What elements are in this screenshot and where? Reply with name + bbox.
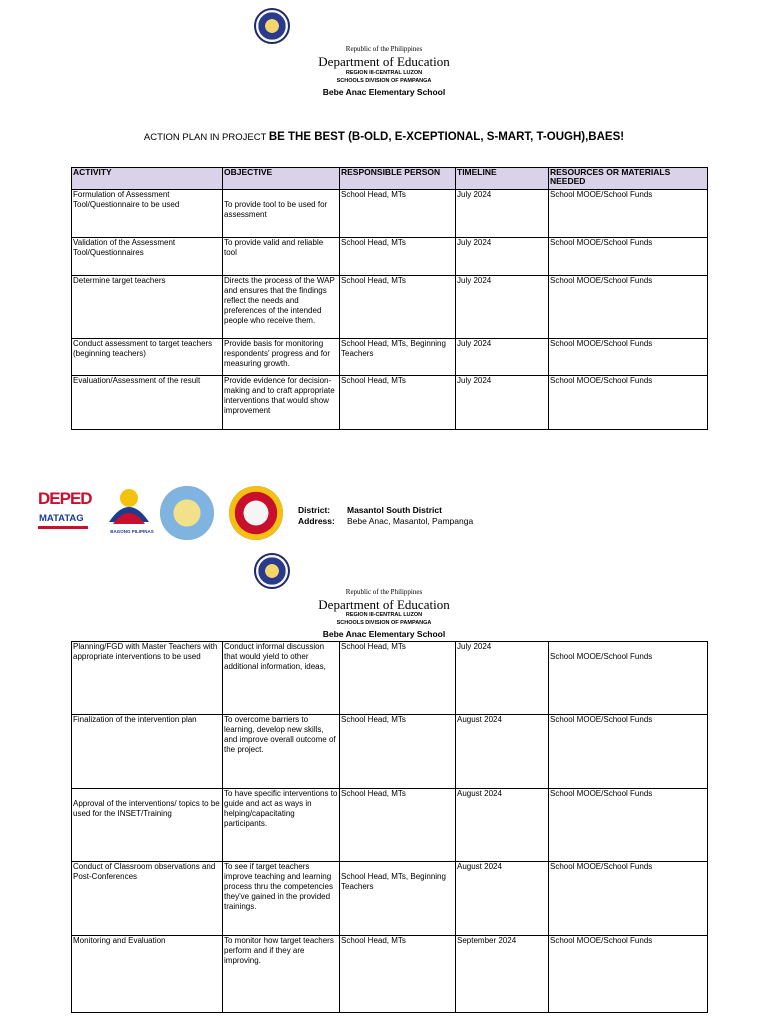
action-plan-table [71,167,708,430]
cell-objective: To see if target teachers improve teaching and learning process thru the competencies they've gained in the provided trainings. [223,862,340,936]
header-division: SCHOOLS DIVISION OF PAMPANGA [336,78,432,84]
cell-objective: To monitor how target teachers perform and if they are improving. [223,936,340,1013]
cell-person: School Head, MTs [340,238,456,276]
cell-activity: Monitoring and Evaluation [72,936,223,1013]
cell-activity: Conduct assessment to target teachers (beginning teachers) [72,339,223,376]
matatag-wordmark: MATATAG [39,513,84,524]
cell-objective: Conduct informal discussion that would yield to other additional information, ideas, [223,642,340,715]
division-seal-icon [160,486,214,540]
cell-timeline: July 2024 [456,339,549,376]
bagong-pilipinas-logo [104,484,154,540]
cell-timeline: August 2024 [456,862,549,936]
table-row [72,936,708,1013]
column-header-resources: RESOURCES OR MATERIALS NEEDED [549,168,708,190]
address-label: Address: [298,516,335,526]
action-plan-table-continued [71,641,708,1013]
cell-activity: Validation of the Assessment Tool/Questionnaires [72,238,223,276]
deped-underline [38,526,88,529]
deped-wordmark: DEPED [38,489,92,508]
table-row [72,789,708,862]
cell-objective: To provide valid and reliable tool [223,238,340,276]
plan-title [0,131,768,143]
cell-resources: School MOOE/School Funds [549,715,708,789]
cell-activity: Evaluation/Assessment of the result [72,376,223,430]
header-school: Bebe Anac Elementary School [322,629,446,639]
cell-resources: School MOOE/School Funds [549,936,708,1013]
cell-objective: Provide evidence for decision-making and to craft appropriate interventions that would show improvement [223,376,340,430]
cell-person: School Head, MTs, Beginning Teachers [340,862,456,936]
header-region: REGION III-CENTRAL LUZON [345,70,423,76]
table-row [72,376,708,430]
column-header-objective: OBJECTIVE [223,168,340,190]
plan-title-prefix: ACTION PLAN IN PROJECT [143,132,269,143]
cell-resources: School MOOE/School Funds [549,190,708,238]
deped-seal-icon [254,553,290,589]
cell-timeline: July 2024 [456,376,549,430]
cell-activity: Conduct of Classroom observations and Post-Conferences [72,862,223,936]
table-row [72,339,708,376]
table-row [72,190,708,238]
header-department: Department of Education [318,54,450,69]
column-header-responsible-person: RESPONSIBLE PERSON [340,168,456,190]
cell-timeline: August 2024 [456,789,549,862]
cell-timeline: September 2024 [456,936,549,1013]
cell-activity: Approval of the interventions/ topics to be used for the INSET/Training [72,789,223,862]
cell-person: School Head, MTs [340,642,456,715]
table-row [72,715,708,789]
cell-resources: School MOOE/School Funds [549,339,708,376]
cell-person: School Head, MTs [340,276,456,339]
cell-timeline: July 2024 [456,190,549,238]
cell-person: School Head, MTs [340,715,456,789]
cell-person: School Head, MTs, Beginning Teachers [340,339,456,376]
cell-person: School Head, MTs [340,789,456,862]
cell-timeline: July 2024 [456,276,549,339]
cell-resources: School MOOE/School Funds [549,238,708,276]
plan-title-project: BE THE BEST (B-OLD, E-XCEPTIONAL, S-MART, T-OUGH),BAES! [268,131,625,143]
column-header-timeline: TIMELINE [456,168,549,190]
school-seal-icon [229,486,283,540]
cell-objective: To overcome barriers to learning, develop new skills, and improve overall outcome of the project. [223,715,340,789]
cell-activity: Planning/FGD with Master Teachers with appropriate interventions to be used [72,642,223,715]
cell-resources: School MOOE/School Funds [549,862,708,936]
address-value: Bebe Anac, Masantol, Pampanga [347,516,474,526]
cell-resources: School MOOE/School Funds [549,642,708,715]
deped-matatag-logo [38,487,94,539]
cell-timeline: August 2024 [456,715,549,789]
cell-objective: To provide tool to be used for assessment [223,190,340,238]
header-school: Bebe Anac Elementary School [322,87,446,97]
cell-activity: Formulation of Assessment Tool/Questionnaire to be used [72,190,223,238]
deped-seal-icon [254,8,290,44]
cell-objective: To have specific interventions to guide and act as ways in helping/capacitating participants. [223,789,340,862]
cell-activity: Finalization of the intervention plan [72,715,223,789]
cell-person: School Head, MTs [340,936,456,1013]
table-header-row [72,168,708,190]
district-value: Masantol South District [347,505,442,515]
bagong-pilipinas-caption: BAGONG PILIPINAS [110,529,154,534]
table-row [72,642,708,715]
cell-objective: Directs the process of the WAP and ensures that the findings reflect the needs and preferences of the intended people who receive them. [223,276,340,339]
cell-resources: School MOOE/School Funds [549,376,708,430]
cell-person: School Head, MTs [340,376,456,430]
header-region: REGION III-CENTRAL LUZON [345,612,423,618]
district-label: District: [298,505,331,515]
cell-resources: School MOOE/School Funds [549,276,708,339]
table-row [72,862,708,936]
cell-activity: Determine target teachers [72,276,223,339]
table-row [72,238,708,276]
cell-objective: Provide basis for monitoring respondents' progress and for measuring growth. [223,339,340,376]
cell-person: School Head, MTs [340,190,456,238]
column-header-activity: ACTIVITY [72,168,223,190]
bagong-pilipinas-icon [104,484,154,530]
header-division: SCHOOLS DIVISION OF PAMPANGA [336,620,432,626]
cell-resources: School MOOE/School Funds [549,789,708,862]
table-row [72,276,708,339]
header-republic: Republic of the Philippines [345,45,423,53]
cell-timeline: July 2024 [456,642,549,715]
header-republic: Republic of the Philippines [345,588,423,596]
header-department: Department of Education [318,597,450,612]
cell-timeline: July 2024 [456,238,549,276]
